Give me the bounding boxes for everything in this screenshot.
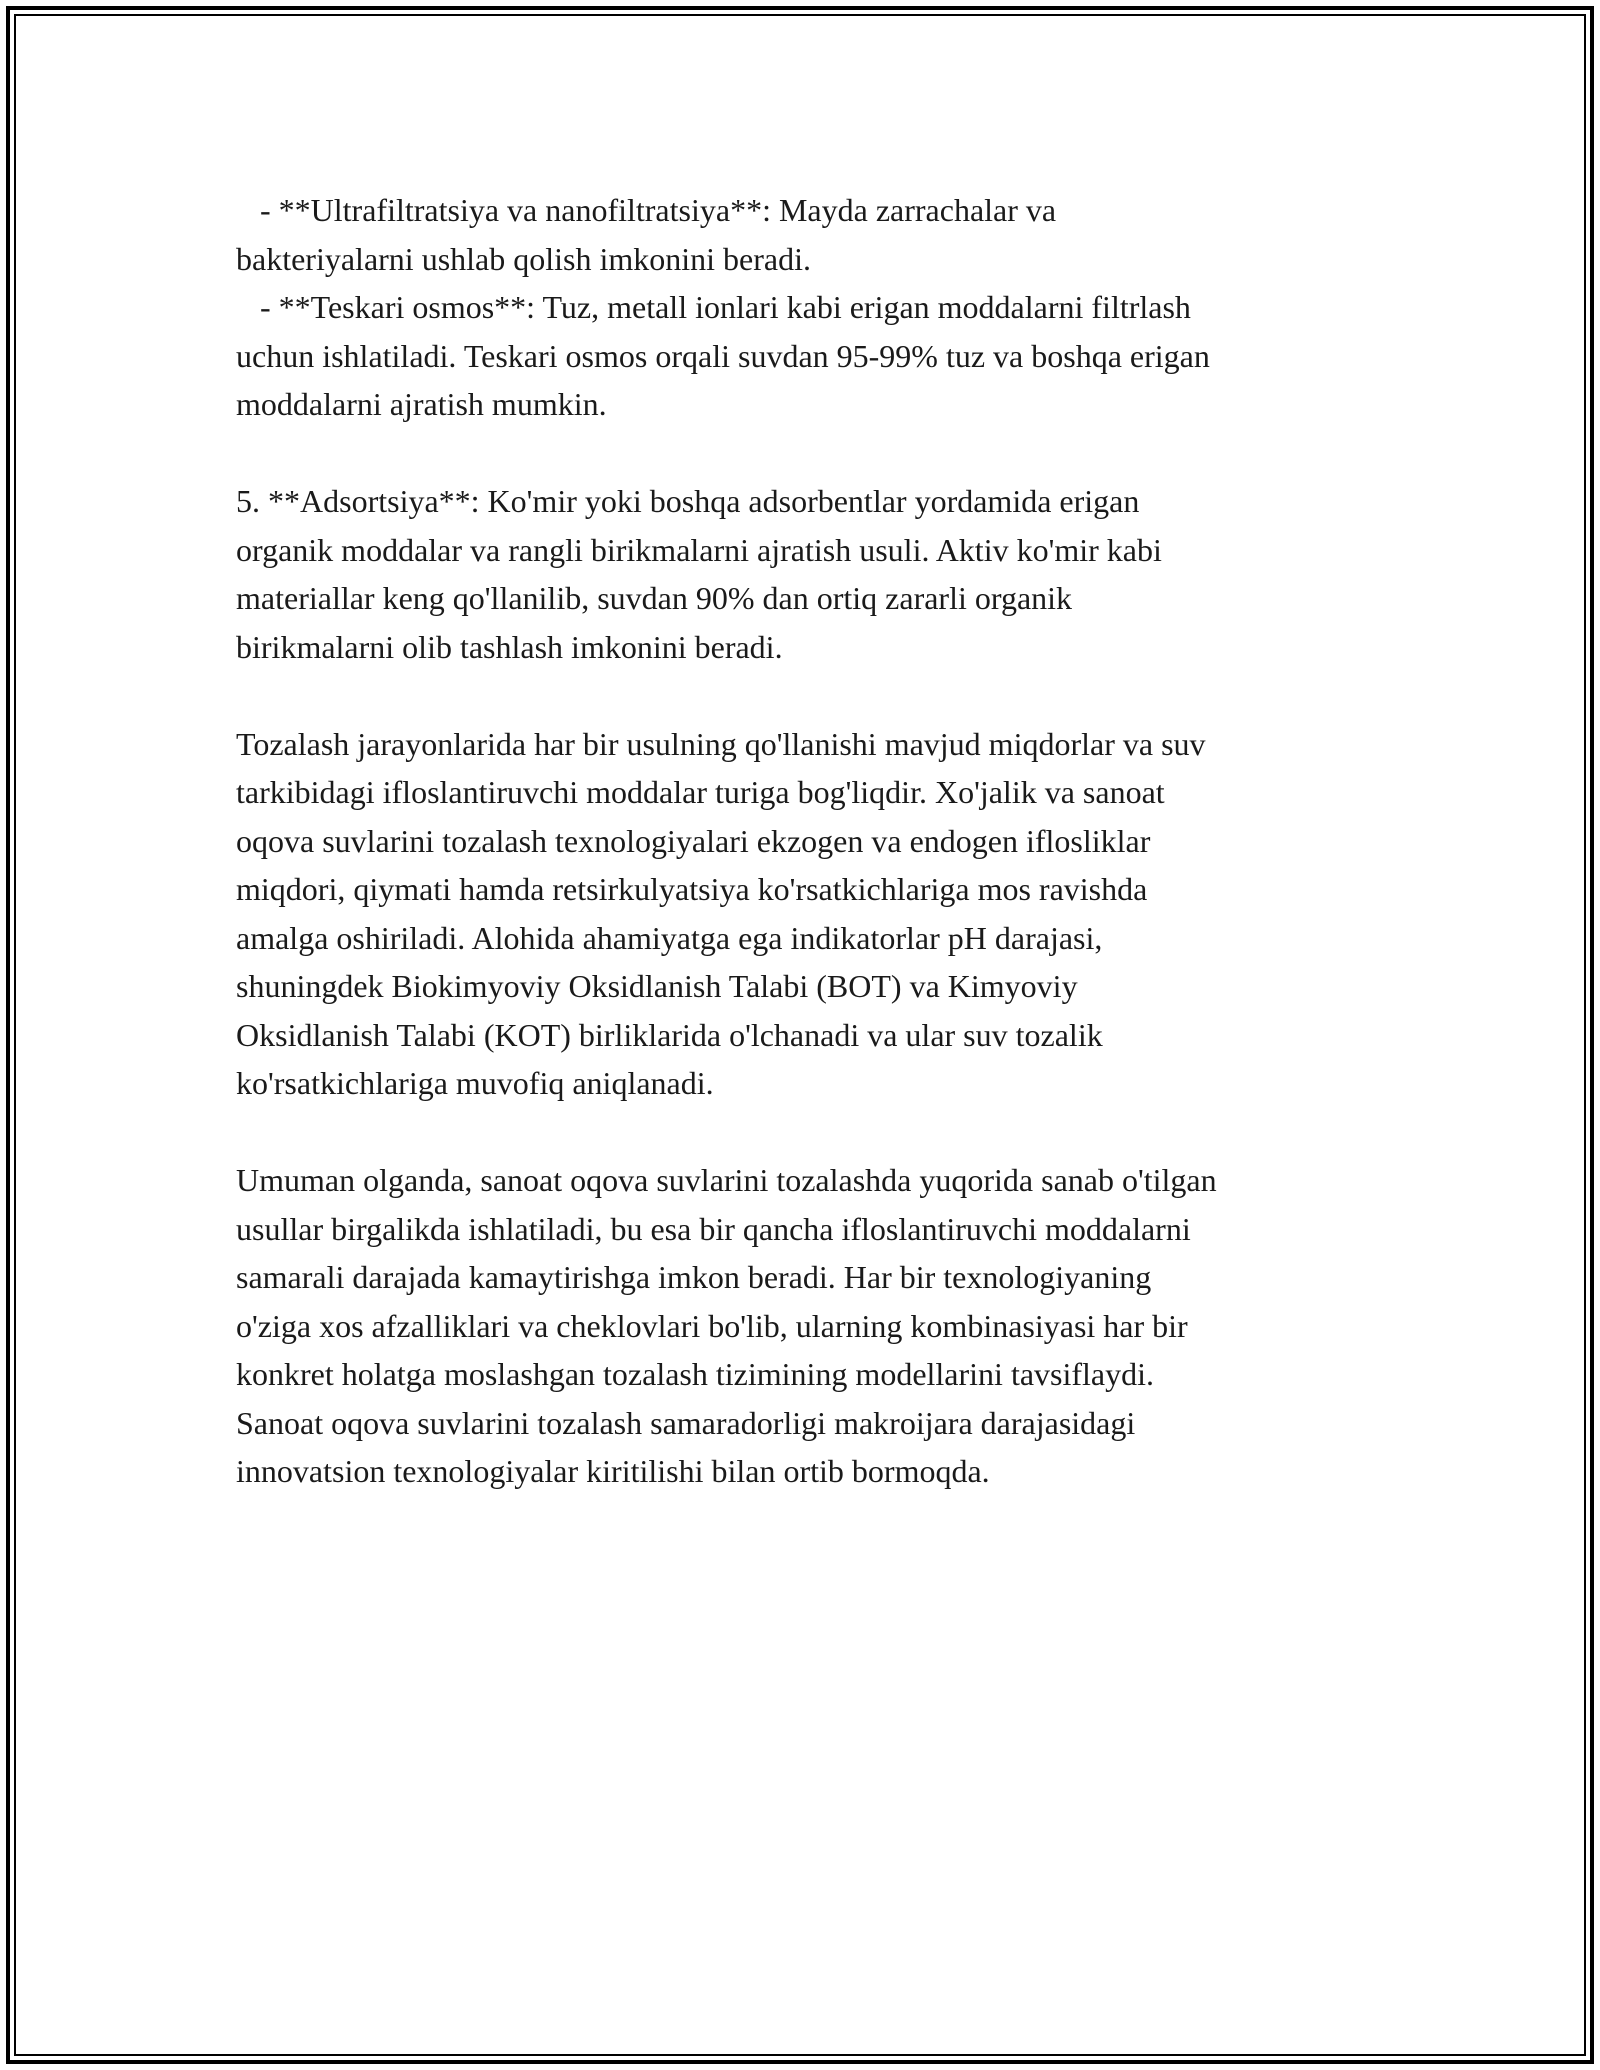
text-line: bakteriyalarni ushlab qolish imkonini beradi. <box>236 240 811 277</box>
text-line: Tozalash jarayonlarida har bir usulning qo'llanishi mavjud miqdorlar va suv <box>236 725 1206 762</box>
text-line: Oksidlanish Talabi (KOT) birliklarida o'lchanadi va ular suv tozalik <box>236 1016 1103 1053</box>
text-line: o'ziga xos afzalliklari va cheklovlari bo'lib, ularning kombinasiyasi har bir <box>236 1307 1188 1344</box>
paragraph-gap <box>236 429 1366 478</box>
text-line: - **Ultrafiltratsiya va nanofiltratsiya**: Mayda zarrachalar va <box>236 192 1057 228</box>
text-line: samarali darajada kamaytirishga imkon beradi. Har bir texnologiyaning <box>236 1259 1152 1295</box>
text-line: uchun ishlatiladi. Teskari osmos orqali suvdan 95-99% tuz va boshqa erigan <box>236 337 1210 374</box>
text-line: birikmalarni olib tashlash imkonini beradi. <box>236 628 783 665</box>
document-body <box>236 186 1366 1496</box>
text-line: innovatsion texnologiyalar kiritilishi bilan ortib bormoqda. <box>236 1453 990 1489</box>
text-line: Umuman olganda, sanoat oqova suvlarini tozalashda yuqorida sanab o'tilgan <box>236 1162 1217 1198</box>
text-line: organik moddalar va rangli birikmalarni ajratish usuli. Aktiv ko'mir kabi <box>236 531 1162 568</box>
paragraph-gap <box>236 1108 1366 1157</box>
text-line: konkret holatga moslashgan tozalash tizimining modellarini tavsiflaydi. <box>236 1356 1155 1392</box>
text-line: moddalarni ajratish mumkin. <box>236 386 607 422</box>
text-line: materiallar keng qo'llanilib, suvdan 90% dan ortiq zararli organik <box>236 580 1073 616</box>
text-line: 5. **Adsortsiya**: Ko'mir yoki boshqa adsorbentlar yordamida erigan <box>236 483 1140 519</box>
text-line: tarkibidagi ifloslantiruvchi moddalar turiga bog'liqdir. Xo'jalik va sanoat <box>236 774 1165 810</box>
text-line: usullar birgalikda ishlatiladi, bu esa bir qancha ifloslantiruvchi moddalarni <box>236 1210 1191 1247</box>
text-line: amalga oshiriladi. Alohida ahamiyatga ega indikatorlar pH darajasi, <box>236 919 1103 956</box>
paragraph-gap <box>236 671 1366 720</box>
text-line: - **Teskari osmos**: Tuz, metall ionlari kabi erigan moddalarni filtrlash <box>236 289 1191 325</box>
text-line: oqova suvlarini tozalash texnologiyalari ekzogen va endogen iflosliklar <box>236 822 1151 859</box>
text-line: miqdori, qiymati hamda retsirkulyatsiya ko'rsatkichlariga mos ravishda <box>236 871 1148 907</box>
text-line: shuningdek Biokimyoviy Oksidlanish Talabi (BOT) va Kimyoviy <box>236 968 1078 1004</box>
text-line: ko'rsatkichlariga muvofiq aniqlanadi. <box>236 1065 714 1101</box>
text-line: Sanoat oqova suvlarini tozalash samaradorligi makroijara darajasidagi <box>236 1404 1136 1441</box>
